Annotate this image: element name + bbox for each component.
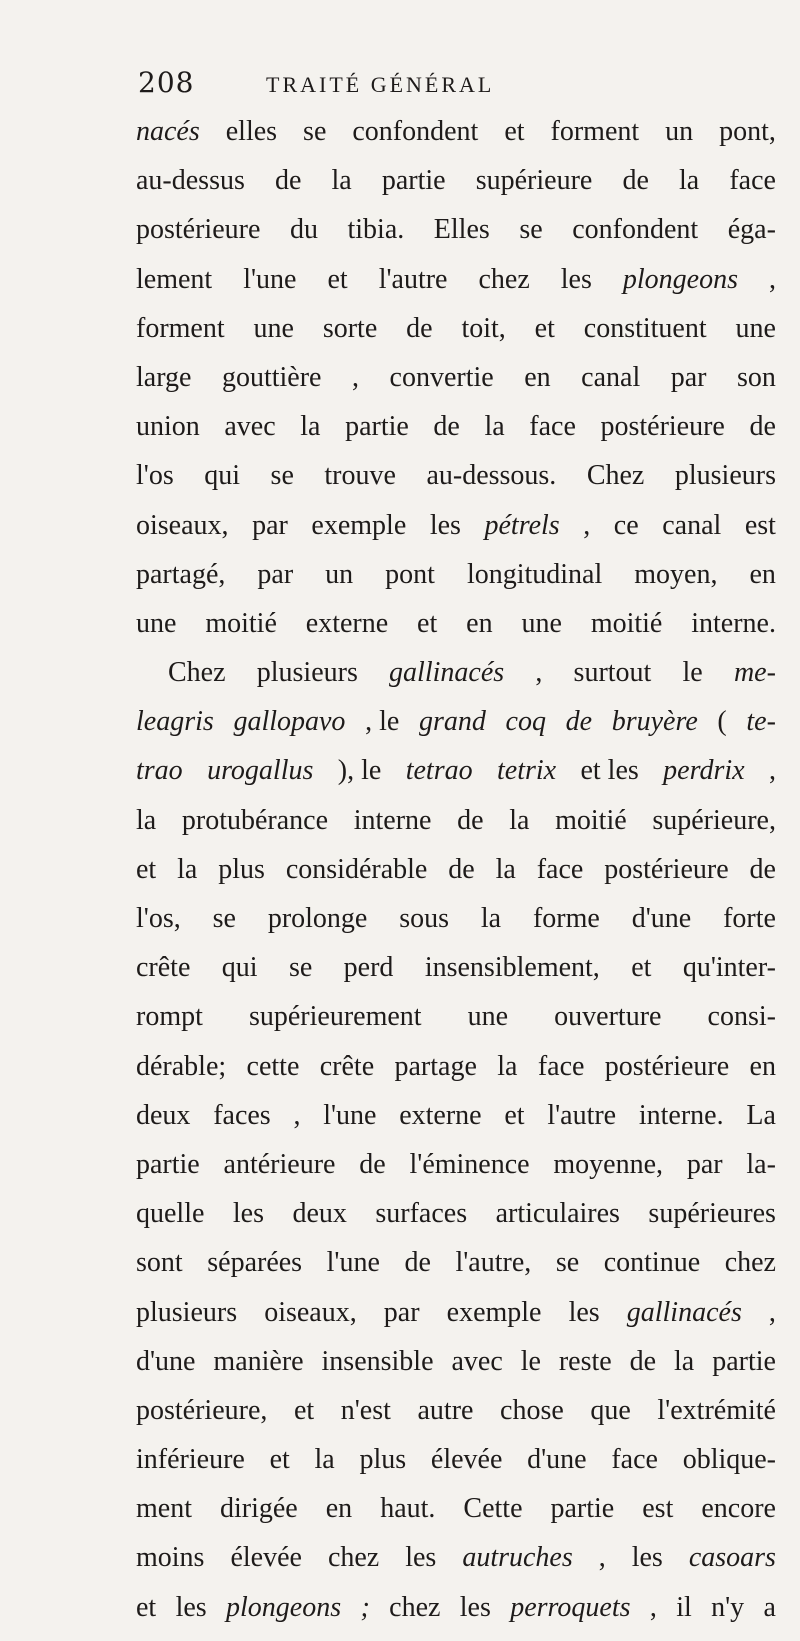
word: de (629, 1345, 657, 1377)
word: pont, (719, 116, 776, 147)
word: son (737, 361, 776, 393)
word: sous (399, 903, 450, 934)
page-header (138, 66, 778, 106)
word: constituent (583, 312, 707, 344)
word: les (175, 1591, 207, 1623)
word: confondent (352, 116, 479, 147)
word: et (327, 263, 348, 295)
word: la (495, 853, 516, 885)
word: articulaires (495, 1198, 620, 1230)
word: leagris (136, 706, 214, 738)
word: séparées (207, 1247, 303, 1279)
word: , (649, 1591, 657, 1623)
word: encore (701, 1493, 776, 1525)
word: La (746, 1099, 776, 1131)
word: et (534, 312, 555, 344)
word: partage (394, 1050, 477, 1082)
word: élevée (430, 1444, 503, 1476)
word: l'une (326, 1247, 380, 1279)
text-line (136, 1198, 776, 1247)
word: oblique- (682, 1444, 776, 1476)
word: sorte (322, 312, 378, 344)
word: a (763, 1591, 776, 1623)
word: plus (218, 853, 265, 885)
word: qui (221, 952, 258, 984)
text-line (136, 1592, 776, 1641)
word: perd (343, 952, 394, 984)
text-line (136, 214, 776, 263)
word: postérieure (604, 1050, 730, 1082)
word: face (529, 411, 576, 443)
word: et (136, 853, 157, 885)
word: de (622, 165, 649, 197)
word: cette (246, 1050, 300, 1082)
word: trouve (324, 460, 396, 492)
word: , (768, 755, 776, 787)
word: moitié (205, 607, 277, 639)
word: bruyère (611, 706, 698, 738)
word: crête (319, 1050, 375, 1082)
word: et (293, 1394, 315, 1426)
word: une (735, 312, 776, 344)
word: par (670, 361, 707, 393)
word: les (568, 1296, 600, 1328)
text-line (136, 657, 776, 706)
text-line (136, 559, 776, 608)
word: externe (399, 1099, 482, 1131)
word: se (303, 116, 327, 147)
word: autruches (462, 1542, 573, 1574)
word: en (749, 558, 776, 590)
word: avec (451, 1345, 503, 1377)
word: la (674, 1345, 695, 1377)
word: de (433, 411, 460, 443)
word: face (611, 1444, 658, 1476)
body-text (136, 116, 776, 1641)
word: crête (136, 952, 191, 984)
word: de (565, 706, 593, 738)
word: l'extrémité (657, 1394, 776, 1426)
word: coq (505, 706, 546, 738)
word: supérieurement (248, 1001, 422, 1033)
word: l'une (243, 263, 297, 295)
word: continue (603, 1247, 701, 1279)
word: grand (418, 706, 486, 738)
word: qu'inter- (682, 952, 776, 984)
word: tetrao (405, 755, 473, 787)
word: de (404, 1247, 431, 1279)
text-line (136, 411, 776, 460)
word: moitié (590, 607, 663, 639)
word: te- (746, 706, 776, 738)
text-line (136, 755, 776, 804)
text-line (136, 362, 776, 411)
word: se (519, 214, 543, 246)
word: la- (746, 1148, 776, 1180)
word: n'est (340, 1394, 391, 1426)
word: une (521, 607, 562, 639)
word: dirigée (220, 1493, 298, 1525)
word: le (682, 657, 703, 689)
word: autre (417, 1394, 474, 1426)
word: Elles (433, 214, 490, 246)
word: le (520, 1345, 541, 1377)
word: n'y (711, 1591, 745, 1623)
text-line (136, 313, 776, 362)
word: et (631, 952, 652, 984)
word: au-dessus (136, 165, 245, 197)
word: d'une (527, 1444, 587, 1476)
word: partie (550, 1493, 615, 1525)
word: l'autre (547, 1099, 617, 1131)
word: du (289, 214, 318, 246)
word: gallopavo (233, 706, 346, 738)
word: trao (136, 755, 183, 787)
word: les (405, 1542, 437, 1574)
word: exemple (311, 509, 407, 541)
word: urogallus (207, 755, 314, 787)
word: gallinacés (626, 1296, 742, 1328)
text-line (136, 460, 776, 509)
word: une (467, 1001, 509, 1033)
word: la (484, 411, 505, 443)
word: ( (717, 706, 727, 738)
word: tibia. (347, 214, 405, 246)
word: lement (136, 263, 213, 295)
word: postérieure (600, 411, 725, 443)
word: rompt (136, 1001, 203, 1033)
word: supérieure, (652, 804, 776, 836)
word: dérable; (136, 1050, 227, 1082)
word: insensible (321, 1345, 434, 1377)
text-line (136, 1297, 776, 1346)
text-line (136, 1444, 776, 1493)
word: et (417, 607, 438, 639)
word: les (560, 263, 592, 295)
text-line (136, 952, 776, 1001)
word: chez (327, 1542, 380, 1574)
word: , (598, 1542, 606, 1574)
word: partie (345, 411, 409, 443)
word: par (257, 558, 294, 590)
word: de (457, 804, 484, 836)
word: partie (136, 1148, 200, 1180)
word: externe (305, 607, 389, 639)
word: de (274, 165, 302, 197)
word: moyen, (634, 558, 718, 590)
word: l'autre, (455, 1247, 532, 1279)
word: l'autre (378, 263, 448, 295)
text-line (136, 165, 776, 214)
word: interne (353, 804, 432, 836)
word: la (480, 903, 502, 934)
word: , (583, 509, 591, 541)
text-line (136, 1493, 776, 1542)
word: confondent (572, 214, 699, 246)
word: gouttière (221, 361, 322, 393)
word: oiseaux, (136, 509, 229, 541)
word: toit, (461, 312, 506, 344)
word: protubérance (181, 804, 329, 836)
word: union (136, 411, 200, 443)
word: canal (581, 361, 641, 393)
word: plus (359, 1444, 407, 1476)
word: sont (136, 1247, 183, 1279)
word: est (744, 509, 776, 541)
word: partie (712, 1345, 776, 1377)
text-line (136, 1395, 776, 1444)
word: les (631, 1542, 663, 1574)
word: postérieure (604, 853, 729, 885)
word: éga- (727, 214, 776, 246)
text-line (136, 264, 776, 313)
word: la (136, 804, 157, 836)
word: tetrix (496, 755, 557, 787)
word: la (300, 411, 321, 443)
word: Cette (463, 1493, 523, 1525)
word: perroquets (510, 1591, 631, 1623)
word: avec (224, 411, 276, 443)
word: moins (136, 1542, 205, 1574)
text-line (136, 1542, 776, 1591)
word: elles (225, 116, 278, 147)
word: me- (733, 657, 776, 689)
word: forme (532, 903, 600, 934)
word: ce (613, 509, 639, 541)
word: inférieure (136, 1444, 245, 1476)
word: en (524, 361, 551, 393)
word: chose (500, 1394, 564, 1426)
word: l'os, (136, 903, 181, 934)
word: casoars (688, 1542, 776, 1574)
word: et les (580, 755, 639, 787)
word: l'éminence (409, 1148, 530, 1180)
word: d'une (631, 903, 692, 934)
word: qui (204, 460, 241, 492)
word: chez (478, 263, 530, 295)
word: exemple (446, 1296, 542, 1328)
word: postérieure (136, 214, 261, 246)
word: large (136, 361, 192, 393)
word: Chez (586, 460, 645, 492)
word: postérieure, (136, 1394, 268, 1426)
word: de (448, 853, 475, 885)
word: deux (136, 1099, 191, 1131)
text-line (136, 805, 776, 854)
word: et (269, 1444, 290, 1476)
word: surtout (573, 657, 652, 689)
word: par (686, 1148, 723, 1180)
word: , (768, 1296, 776, 1328)
word: antérieure (223, 1148, 336, 1180)
text-line (136, 903, 776, 952)
word: moitié (555, 804, 627, 836)
word: plusieurs (256, 657, 358, 689)
word: , (352, 361, 360, 393)
text-line (136, 1346, 776, 1395)
word: la (678, 165, 700, 197)
word: de (359, 1148, 386, 1180)
word: de (406, 312, 433, 344)
word: pont (385, 558, 435, 590)
word: une (136, 607, 177, 639)
running-title: TRAITÉ GÉNÉRAL (266, 72, 495, 97)
word: en (466, 607, 493, 639)
word: élevée (230, 1542, 302, 1574)
word: l'os (136, 460, 174, 492)
word: au-dessous. (426, 460, 557, 492)
word: Chez (168, 657, 226, 689)
word: partie (381, 165, 446, 197)
word: la (497, 1050, 518, 1082)
word: se (212, 903, 236, 934)
word: par (383, 1296, 420, 1328)
word: et (504, 1099, 525, 1131)
word: ), le (337, 755, 382, 787)
word: perdrix (663, 755, 745, 787)
word: forment (136, 312, 225, 344)
word: que (590, 1394, 631, 1426)
text-line (136, 608, 776, 657)
text-line (136, 510, 776, 559)
word: se (555, 1247, 580, 1279)
word: en (325, 1493, 353, 1525)
word: se (288, 952, 313, 984)
word: pétrels (484, 509, 560, 541)
word: l'une (323, 1099, 377, 1131)
word: de (749, 411, 776, 443)
word: faces (213, 1099, 271, 1131)
word: et (136, 1591, 157, 1623)
word: les (232, 1198, 264, 1230)
text-line (136, 1001, 776, 1050)
word: longitudinal (466, 558, 603, 590)
word: face (536, 853, 584, 885)
word: face (537, 1050, 585, 1082)
word: , (769, 263, 776, 295)
word: considérable (285, 853, 428, 885)
word: en (749, 1050, 776, 1082)
word: forment (550, 116, 640, 147)
word: , (293, 1099, 301, 1131)
word: quelle (136, 1198, 205, 1230)
word: supérieure (475, 165, 593, 197)
word: un (325, 558, 354, 590)
word: une (253, 312, 294, 344)
word: forte (723, 903, 776, 934)
page-number: 208 (138, 66, 195, 99)
text-line (136, 854, 776, 903)
word: haut. (380, 1493, 436, 1525)
word: partagé, (136, 558, 226, 590)
word: les (459, 1591, 491, 1623)
word: de (749, 853, 776, 885)
text-line (136, 706, 776, 755)
word: , le (365, 706, 400, 738)
word: canal (662, 509, 722, 541)
word: plongeons (622, 263, 738, 295)
word: supérieures (648, 1198, 776, 1230)
word: oiseaux, (264, 1296, 357, 1328)
text-line (136, 116, 776, 165)
word: ment (136, 1493, 192, 1525)
word: chez (724, 1247, 776, 1279)
word: d'une (136, 1345, 196, 1377)
word: insensiblement, (424, 952, 600, 984)
word: se (270, 460, 294, 492)
word: convertie (389, 361, 494, 393)
text-line (136, 1051, 776, 1100)
word: il (676, 1591, 692, 1623)
word: et (504, 116, 525, 147)
word: , (535, 657, 543, 689)
word: consi- (707, 1001, 776, 1033)
word: deux (292, 1198, 347, 1230)
word: gallinacés (389, 657, 505, 689)
word: interne. (691, 607, 776, 639)
word: les (429, 509, 461, 541)
word: surfaces (375, 1198, 468, 1230)
word: est (642, 1493, 674, 1525)
text-line (136, 1100, 776, 1149)
word: la (509, 804, 530, 836)
word: plusieurs (136, 1296, 238, 1328)
word: interne. (638, 1099, 724, 1131)
word: la (331, 165, 352, 197)
word: chez (389, 1591, 441, 1623)
word: plongeons (226, 1591, 342, 1623)
word: prolonge (267, 903, 368, 934)
word: la (177, 853, 198, 885)
word: ouverture (554, 1001, 662, 1033)
word: reste (558, 1345, 612, 1377)
text-line (136, 1247, 776, 1296)
word: par (252, 509, 288, 541)
word: un (665, 116, 694, 147)
text-line (136, 1149, 776, 1198)
word: nacés (136, 116, 200, 147)
word: moyenne, (553, 1148, 664, 1180)
word: la (314, 1444, 335, 1476)
word: plusieurs (674, 460, 776, 492)
word: ; (360, 1591, 370, 1623)
word: face (729, 165, 776, 197)
word: manière (213, 1345, 304, 1377)
